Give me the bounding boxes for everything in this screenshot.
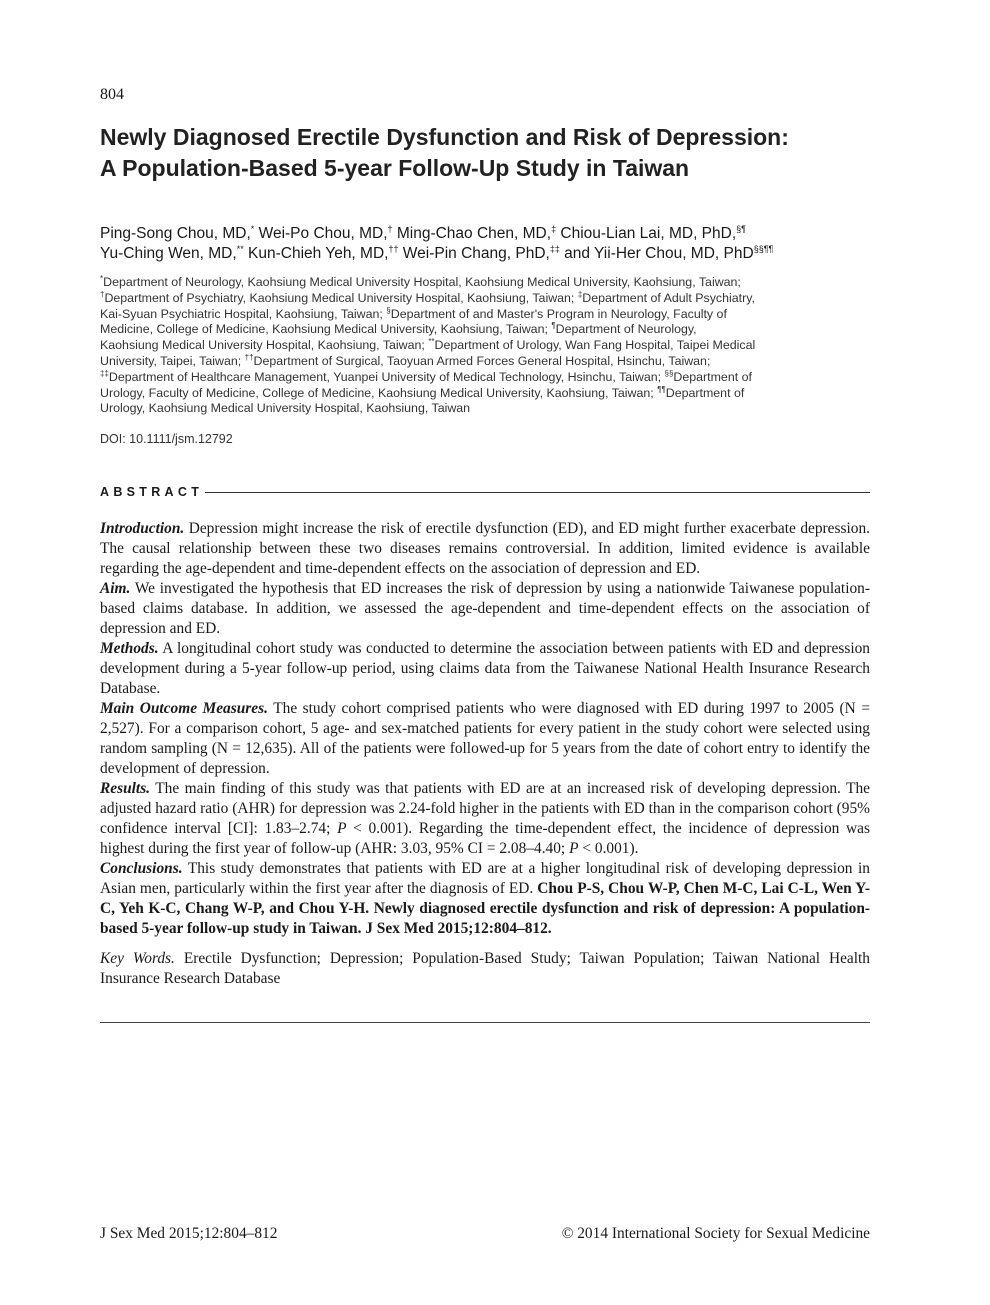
affiliation-text: Department of Psychiatry, Kaohsiung Medical University Hospital, Kaohsiung, Taiwan; [104, 290, 575, 305]
author-mark: ‡‡ [549, 244, 560, 254]
author-mark: ** [236, 244, 244, 254]
section-text: Depression might increase the risk of erectile dysfunction (ED), and ED might further exacerbate depression. The causal relationship between these two diseases remains controversial. In addition, limited evidence is available regarding the age-dependent and time-dependent effects on the association of depression and ED. [100, 520, 870, 577]
affiliation-line [100, 291, 875, 307]
abstract-label: ABSTRACT [100, 485, 204, 499]
affiliation-line [100, 386, 875, 402]
affiliations [100, 275, 875, 417]
author-mark: †† [388, 244, 399, 254]
affiliation-line [100, 322, 875, 338]
affiliation-text: Department of Urology, Wan Fang Hospital, Taipei Medical [434, 338, 756, 353]
affiliation-mark: ** [428, 337, 435, 347]
author-line-2 [100, 244, 880, 264]
citation: Chou P-S, Chou W-P, Chen M-C, Lai C-L, Wen Y-C, Yeh K-C, Chang W-P, and Chou Y-H. Newly diagnosed erectile dysfunction and risk of depression: A population-based 5-year follow-up study in Taiwan. J Sex Med 2015;12:804–812. [100, 880, 870, 937]
affiliation-line [100, 338, 875, 354]
abstract-body [100, 519, 870, 989]
affiliation-mark: ‡ [577, 289, 583, 299]
affiliation-line [100, 370, 875, 386]
author-mark: §¶ [736, 224, 746, 234]
author-name: Wei-Pin Chang, PhD, [402, 245, 550, 262]
affiliation-mark: †† [244, 352, 254, 362]
author-list [100, 224, 880, 264]
author-mark: ‡ [551, 224, 557, 234]
affiliation-text: University, Taipei, Taiwan; [100, 353, 242, 368]
author-line-1 [100, 224, 880, 244]
affiliation-text: Department of [673, 369, 752, 384]
title-line-2: A Population-Based 5-year Follow-Up Study in Taiwan [100, 155, 690, 181]
affiliation-line [100, 354, 875, 370]
affiliation-text: Department of Neurology, [555, 322, 697, 337]
affiliation-text: Department of Adult Psychiatry, [582, 290, 755, 305]
affiliation-text: Kai-Syuan Psychiatric Hospital, Kaohsiung, Taiwan; [100, 306, 383, 321]
copyright-footer: © 2014 International Society for Sexual Medicine [561, 1225, 870, 1242]
affiliation-mark: † [100, 289, 105, 299]
author-mark: §§¶¶ [753, 244, 774, 254]
affiliation-text: Medicine, College of Medicine, Kaohsiung Medical University, Kaohsiung, Taiwan; [100, 322, 548, 337]
affiliation-text: Urology, Faculty of Medicine, College of Medicine, Kaohsiung Medical University, Kaohsiung, Taiwan; [100, 385, 654, 400]
abstract-methods [100, 639, 870, 699]
section-label: Conclusions. [100, 860, 183, 877]
author-name: and Yii-Her Chou, MD, PhD [564, 245, 754, 262]
affiliation-mark: §§ [664, 368, 674, 378]
section-text: The main finding of this study was that patients with ED are at an increased risk of developing depression. The adjusted hazard ratio (AHR) for depression was 2.24-fold higher in the patients with ED than in the comparison cohort (95% confidence interval [CI]: 1.83–2.74; [100, 780, 870, 837]
section-text: This study demonstrates that patients with ED are at a higher longitudinal risk of developing depression in Asian men, particularly within the first year after the diagnosis of ED. [100, 860, 870, 897]
abstract-keywords [100, 949, 870, 989]
abstract-introduction [100, 519, 870, 579]
author-name: Kun-Chieh Yeh, MD, [248, 245, 389, 262]
author-mark: * [250, 224, 255, 234]
author-mark: † [387, 224, 393, 234]
page-number: 804 [100, 86, 124, 103]
p-value-symbol: P [337, 820, 347, 837]
author-name: Wei-Po Chou, MD, [258, 225, 388, 242]
affiliation-text: Department of [665, 385, 745, 400]
section-label: Aim. [100, 580, 131, 597]
affiliation-text: Kaohsiung Medical University Hospital, Kaohsiung, Taiwan; [100, 338, 425, 353]
section-label: Main Outcome Measures. [100, 700, 268, 717]
bottom-rule [100, 1022, 870, 1023]
author-name: Ming-Chao Chen, MD, [396, 225, 552, 242]
affiliation-mark: ¶¶ [657, 384, 666, 394]
affiliation-line [100, 307, 875, 323]
section-text: < 0.001). [582, 840, 639, 857]
affiliation-text: Department of Neurology, Kaohsiung Medical University Hospital, Kaohsiung Medical University, Kaohsiung, Taiwan; [103, 275, 741, 289]
author-name: Yu-Ching Wen, MD, [100, 245, 237, 262]
affiliation-mark: ¶ [551, 321, 556, 331]
affiliation-text: Department of Surgical, Taoyuan Armed Forces General Hospital, Hsinchu, Taiwan; [253, 353, 711, 368]
title-line-1: Newly Diagnosed Erectile Dysfunction and Risk of Depression: [100, 124, 789, 150]
section-label: Results. [100, 780, 151, 797]
section-text: The study cohort comprised patients who were diagnosed with ED during 1997 to 2005 (N = 2,527). For a comparison cohort, 5 age- and sex-matched patients for every patient in the study cohort were selected using random sampling (N = 12,635). All of the patients were followed-up for 5 years from the date of cohort entry to identify the development of depression. [100, 700, 870, 777]
author-name: Chiou-Lian Lai, MD, PhD, [560, 225, 737, 242]
abstract-results [100, 779, 870, 859]
section-text: We investigated the hypothesis that ED increases the risk of depression by using a nationwide Taiwanese population-based claims database. In addition, we assessed the age-dependent and time-dependent effects on the association of depression and ED. [100, 580, 870, 637]
abstract-conclusions [100, 859, 870, 939]
abstract-rule [205, 492, 870, 493]
affiliation-mark: ‡‡ [100, 368, 109, 378]
affiliation-text: Department of Healthcare Management, Yuanpei University of Medical Technology, Hsinchu, Taiwan; [108, 369, 662, 384]
affiliation-mark: * [100, 274, 104, 283]
affiliation-line [100, 401, 875, 417]
author-name: Ping-Song Chou, MD, [100, 225, 251, 242]
affiliation-mark: § [386, 305, 391, 315]
journal-citation-footer: J Sex Med 2015;12:804–812 [100, 1225, 278, 1242]
affiliation-text: Urology, Kaohsiung Medical University Hospital, Kaohsiung, Taiwan [100, 401, 471, 416]
keywords-label: Key Words. [100, 950, 175, 967]
abstract-aim [100, 579, 870, 639]
doi: DOI: 10.1111/jsm.12792 [100, 432, 233, 446]
abstract-header [100, 483, 870, 501]
section-label: Introduction. [100, 520, 185, 537]
article-title [100, 122, 880, 184]
section-text: A longitudinal cohort study was conducted to determine the association between patients with ED and depression development during a 5-year follow-up period, using claims data from the Taiwanese National Health Insurance Research Database. [100, 640, 870, 697]
abstract-outcome [100, 699, 870, 779]
p-value-symbol: P [569, 840, 579, 857]
section-label: Methods. [100, 640, 159, 657]
affiliation-text: Department of and Master's Program in Neurology, Faculty of [390, 306, 727, 321]
section-text: < 0.001). Regarding the time-dependent effect, the incidence of depression was highest during the first year of follow-up (AHR: 3.03, 95% CI = 2.08–4.40; [100, 820, 870, 857]
affiliation-line [100, 275, 875, 291]
keywords-text: Erectile Dysfunction; Depression; Population-Based Study; Taiwan Population; Taiwan National Health Insurance Research Database [100, 950, 871, 987]
